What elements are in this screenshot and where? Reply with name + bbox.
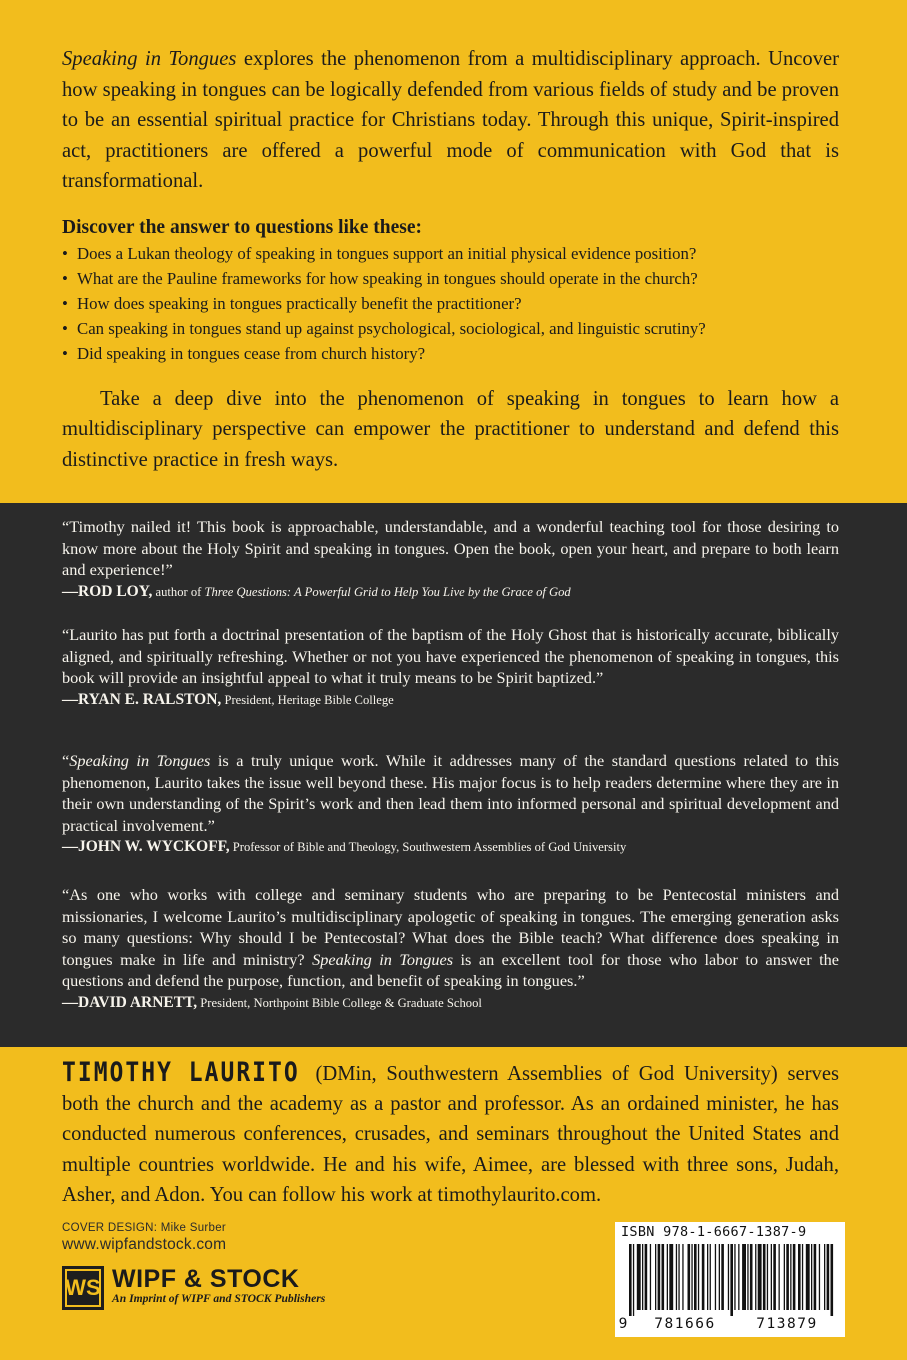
barcode-digits	[615, 1316, 845, 1332]
book-title: Speaking in Tongues	[62, 48, 237, 70]
question-item: • What are the Pauline frameworks for how speaking in tongues should operate in the church?	[62, 266, 839, 291]
barcode-bar	[779, 1244, 780, 1310]
barcode-digits-left: 781666	[654, 1316, 716, 1332]
barcode-bar	[629, 1244, 632, 1316]
barcode-bar	[682, 1244, 683, 1310]
endorsement	[62, 624, 839, 710]
barcode-bar	[755, 1244, 756, 1310]
barcode-bar	[784, 1244, 785, 1310]
barcode-bar	[819, 1244, 820, 1310]
barcode-bar	[738, 1244, 739, 1310]
publisher-logo-icon: WS	[62, 1266, 104, 1310]
barcode-bar	[637, 1244, 641, 1310]
author-bio	[62, 1058, 839, 1210]
question-item: • Did speaking in tongues cease from church history?	[62, 341, 839, 366]
barcode-bar	[667, 1244, 668, 1310]
closing-paragraph: Take a deep dive into the phenomenon of speaking in tongues to learn how a multidisciplinary perspective can empower the practitioner to understand and defend this distinctive practice in fresh ways.	[62, 387, 839, 471]
barcode-bar	[730, 1244, 733, 1316]
endorsement-quote: “Timothy nailed it! This book is approachable, understandable, and a wonderful teaching tool for those desiring to know more about the Holy Spirit and speaking in tongues. Open the book, open your heart, and prepare to both learn and experience!”	[62, 517, 839, 580]
barcode-bar	[728, 1244, 729, 1310]
barcode-bar	[645, 1244, 648, 1310]
endorsement-quote: “Speaking in Tongues is a truly unique work. While it addresses many of the standard questions related to this phenomenon, Laurito takes the issue well beyond these. His major focus is to help readers determine where they are in their own understanding of the Spirit’s work and then lead them into informed personal and spiritual development and practical involvement.”	[62, 751, 839, 835]
publisher-logo-block	[62, 1266, 325, 1310]
barcode-bar	[702, 1244, 705, 1310]
barcode-bar	[734, 1244, 735, 1310]
author-bio-text: (DMin, Southwestern Assemblies of God University) serves both the church and the academy as a pastor and professor. As an ordained minister, he has conducted numerous conferences, crusades, and seminars throughout the United States and multiple countries worldwide. He and his wife, Aimee, are blessed with three sons, Judah, Asher, and Adon. You can follow his work at timothylaurito.com.	[62, 1063, 839, 1206]
barcode-bar	[793, 1244, 796, 1310]
endorsements-panel	[0, 503, 907, 1047]
barcode-bar	[721, 1244, 724, 1310]
endorsement-quote: “Laurito has put forth a doctrinal presentation of the baptism of the Holy Ghost that is historically accurate, biblically aligned, and spiritually refreshing. Whether or not you have experienced the phenomenon of speaking in tongues, this book will provide an insightful appeal to what it truly means to be Spirit baptized.”	[62, 625, 839, 688]
barcode-bar	[811, 1244, 812, 1310]
barcode-digit-first: 9	[618, 1316, 628, 1332]
barcode-bar	[798, 1244, 801, 1310]
endorsement-attribution: —DAVID ARNETT, President, Northpoint Bible College & Graduate School	[62, 993, 482, 1011]
barcode-bar	[710, 1244, 711, 1310]
endorser-name: JOHN W. WYCKOFF,	[78, 838, 230, 856]
isbn-label: ISBN 978-1-6667-1387-9	[621, 1224, 807, 1240]
publisher-website: www.wipfandstock.com	[62, 1236, 227, 1253]
endorser-role: President, Heritage Bible College	[221, 692, 394, 707]
barcode-bar	[669, 1244, 673, 1310]
barcode-bar	[831, 1244, 834, 1316]
barcode-icon	[629, 1244, 835, 1316]
credits	[62, 1222, 226, 1254]
barcode-bar	[691, 1244, 692, 1310]
barcode-bar	[814, 1244, 817, 1310]
endorser-role: President, Northpoint Bible College & Graduate School	[197, 995, 482, 1010]
endorsement	[62, 884, 839, 1013]
barcode-bar	[633, 1244, 634, 1316]
barcode-bar	[763, 1244, 766, 1310]
endorser-role: Professor of Bible and Theology, Southwestern Assemblies of God University	[229, 840, 627, 855]
barcode-bar	[824, 1244, 825, 1310]
publisher-name: WIPF & STOCK	[112, 1265, 300, 1293]
barcode-bar	[676, 1244, 677, 1310]
barcode-bar	[750, 1244, 753, 1310]
question-list	[62, 241, 839, 367]
barcode-bar	[790, 1244, 791, 1310]
barcode-bar	[742, 1244, 746, 1310]
barcode-bar	[707, 1244, 708, 1310]
barcode-bar	[786, 1244, 789, 1310]
barcode-bar	[662, 1244, 665, 1310]
question-item: • Does a Lukan theology of speaking in tongues support an initial physical evidence position?	[62, 241, 839, 266]
book-title: Speaking in Tongues	[312, 949, 454, 969]
barcode-bar	[806, 1244, 810, 1310]
barcode-bar	[688, 1244, 691, 1310]
endorsement-quote: “As one who works with college and seminary students who are preparing to be Pentecostal ministers and missionaries, I welcome Laurito’s multidisciplinary apologetic of speaking in tongues. The emerging generation asks so many questions: Why should I be Pentecostal? What does the Bible teach? What difference does speaking in tongues make in life and ministry? Speaking in Tongues is an excellent tool for those who labor to answer the questions and defend the purpose, function, and benefit of speaking in tongues.”	[62, 885, 839, 991]
barcode-bar	[655, 1244, 656, 1310]
endorser-name: ROD LOY,	[78, 582, 153, 600]
discover-heading: Discover the answer to questions like these:	[62, 216, 423, 238]
endorsement	[62, 750, 839, 857]
publisher-tagline: An Imprint of WIPF and STOCK Publishers	[112, 1292, 326, 1305]
barcode-bar	[747, 1244, 748, 1310]
endorsement-attribution: —ROD LOY, author of Three Questions: A Powerful Grid to Help You Live by the Grace of God	[62, 582, 571, 600]
cover-design-credit: COVER DESIGN: Mike Surber	[62, 1222, 227, 1234]
barcode-bar	[758, 1244, 762, 1310]
endorsement-attribution: —JOHN W. WYCKOFF, Professor of Bible and Theology, Southwestern Assemblies of God University	[62, 838, 627, 856]
endorsement-attribution: —RYAN E. RALSTON, President, Heritage Bible College	[62, 690, 394, 708]
barcode-block	[615, 1222, 845, 1337]
author-name: TIMOTHY LAURITO	[62, 1058, 300, 1088]
barcode-bar	[642, 1244, 643, 1310]
endorsement	[62, 516, 839, 602]
intro-text: explores the phenomenon from a multidisciplinary approach. Uncover how speaking in tongues can be logically defended from various fields of study and be proven to be an essential spiritual practice for Christians today. Through this unique, Spirit-inspired act, practitioners are offered a powerful mode of communication with God that is transformational.	[62, 48, 839, 192]
intro-paragraph	[62, 44, 839, 197]
question-item: • Can speaking in tongues stand up against psychological, sociological, and linguistic scrutiny?	[62, 316, 839, 341]
barcode-bar	[802, 1244, 803, 1310]
barcode-bar	[719, 1244, 720, 1310]
barcode-bar	[715, 1244, 716, 1310]
question-item: • How does speaking in tongues practically benefit the practitioner?	[62, 291, 839, 316]
endorser-name: RYAN E. RALSTON,	[78, 690, 222, 708]
barcode-bar	[698, 1244, 699, 1310]
barcode-bar	[827, 1244, 830, 1310]
barcode-bar	[767, 1244, 768, 1310]
endorser-role: author of	[152, 584, 205, 599]
endorser-work: Three Questions: A Powerful Grid to Help You Live by the Grace of God	[204, 584, 571, 599]
barcode-bar	[771, 1244, 772, 1310]
barcode-bar	[650, 1244, 651, 1310]
barcode-digits-right: 713879	[756, 1316, 818, 1332]
book-title: Speaking in Tongues	[69, 751, 211, 770]
blurb-section	[62, 44, 839, 475]
endorser-name: DAVID ARNETT,	[78, 993, 198, 1011]
barcode-bar	[658, 1244, 661, 1310]
barcode-bar	[694, 1244, 697, 1310]
barcode-bar	[773, 1244, 776, 1310]
barcode-bar	[678, 1244, 679, 1310]
